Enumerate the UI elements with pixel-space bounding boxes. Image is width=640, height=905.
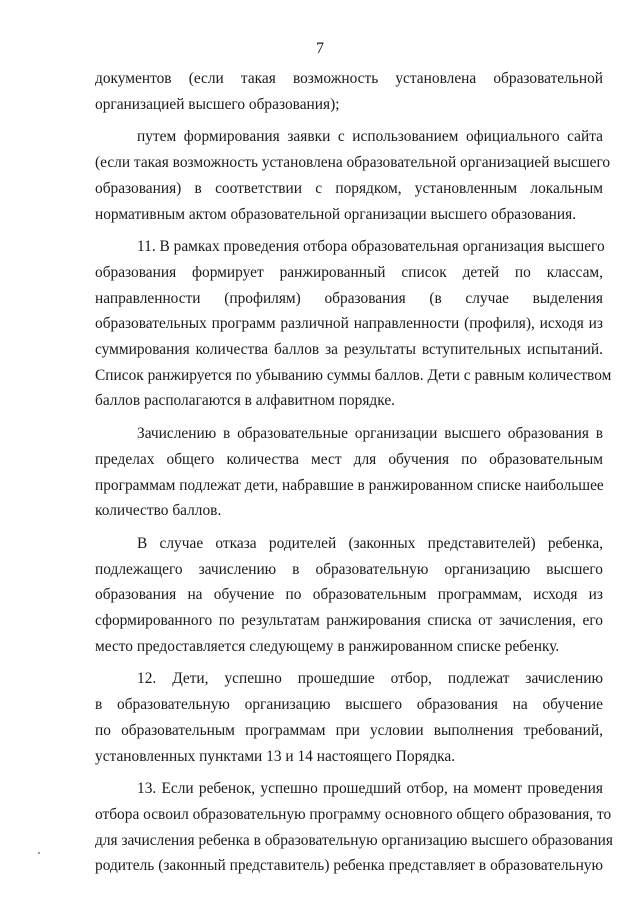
- paragraph: [95, 234, 612, 414]
- paragraph-line: пределах общего количества мест для обучения по образовательным: [95, 450, 603, 468]
- paragraph-line: 12. Дети, успешно прошедшие отбор, подлежат зачислению: [137, 670, 603, 688]
- paragraph-line: 11. В рамках проведения отбора образовательная организация высшего: [137, 238, 605, 256]
- paragraph-line: В случае отказа родителей (законных представителей) ребенка,: [137, 534, 603, 552]
- paragraph: [95, 531, 603, 660]
- paragraph-line: образовательных программ различной направленности (профиля), исходя из: [95, 315, 603, 333]
- paragraph-line: место предоставляется следующему в ранжированном списке ребенку.: [95, 637, 560, 655]
- paragraph-line: для зачисления ребенка в образовательную организацию высшего образования: [95, 831, 613, 849]
- paragraph: [95, 124, 611, 227]
- paragraph-line: количество баллов.: [95, 502, 222, 520]
- paragraph-line: подлежащего зачислению в образовательную организацию высшего: [95, 560, 603, 578]
- paragraph-line: родитель (законный представитель) ребенка представляет в образовательную: [95, 857, 603, 875]
- paragraph-line: установленных пунктами 13 и 14 настоящего Порядка.: [95, 747, 456, 765]
- paragraph-line: образования формирует ранжированный список детей по классам,: [95, 263, 603, 281]
- paragraph-line: 13. Если ребенок, успешно прошедший отбор, на момент проведения: [137, 780, 603, 798]
- paragraph-line: программам подлежат дети, набравшие в ранжированном списке наибольшее: [95, 476, 604, 494]
- paragraph-line: суммирования количества баллов за результаты вступительных испытаний.: [95, 341, 603, 359]
- paragraph-line: в образовательную организацию высшего образования на обучение: [95, 696, 603, 714]
- paragraph-line: баллов располагаются в алфавитном порядке.: [95, 392, 396, 410]
- paragraph-line: направленности (профилям) образования (в случае выделения: [95, 289, 603, 307]
- paragraph-line: сформированного по результатам ранжирования списка от зачисления, его: [95, 612, 603, 630]
- paragraph: [95, 421, 603, 524]
- paragraph: [95, 66, 603, 117]
- scan-speck: [38, 852, 40, 854]
- document-body: [95, 66, 613, 886]
- paragraph-line: Список ранжируется по убыванию суммы баллов. Дети с равным количеством: [95, 366, 612, 384]
- paragraph-line: образования) в соответствии с порядком, установленным локальным: [95, 179, 603, 197]
- paragraph-line: отбора освоил образовательную программу основного общего образования, то: [95, 805, 612, 823]
- page-number: 7: [316, 40, 324, 57]
- paragraph-line: образования на обучение по образовательным программам, исходя из: [95, 586, 603, 604]
- paragraph-line: организацией высшего образования);: [95, 95, 340, 113]
- paragraph-line: (если такая возможность установлена образовательной организацией высшего: [95, 154, 611, 172]
- paragraph-line: нормативным актом образовательной организации высшего образования.: [95, 205, 577, 223]
- paragraph-line: по образовательным программам при условии выполнения требований,: [95, 721, 603, 739]
- paragraph-line: Зачислению в образовательные организации высшего образования в: [137, 425, 603, 443]
- paragraph: [95, 776, 613, 879]
- paragraph-line: путем формирования заявки с использованием официального сайта: [137, 128, 603, 146]
- paragraph-line: документов (если такая возможность установлена образовательной: [95, 70, 603, 87]
- paragraph: [95, 666, 603, 769]
